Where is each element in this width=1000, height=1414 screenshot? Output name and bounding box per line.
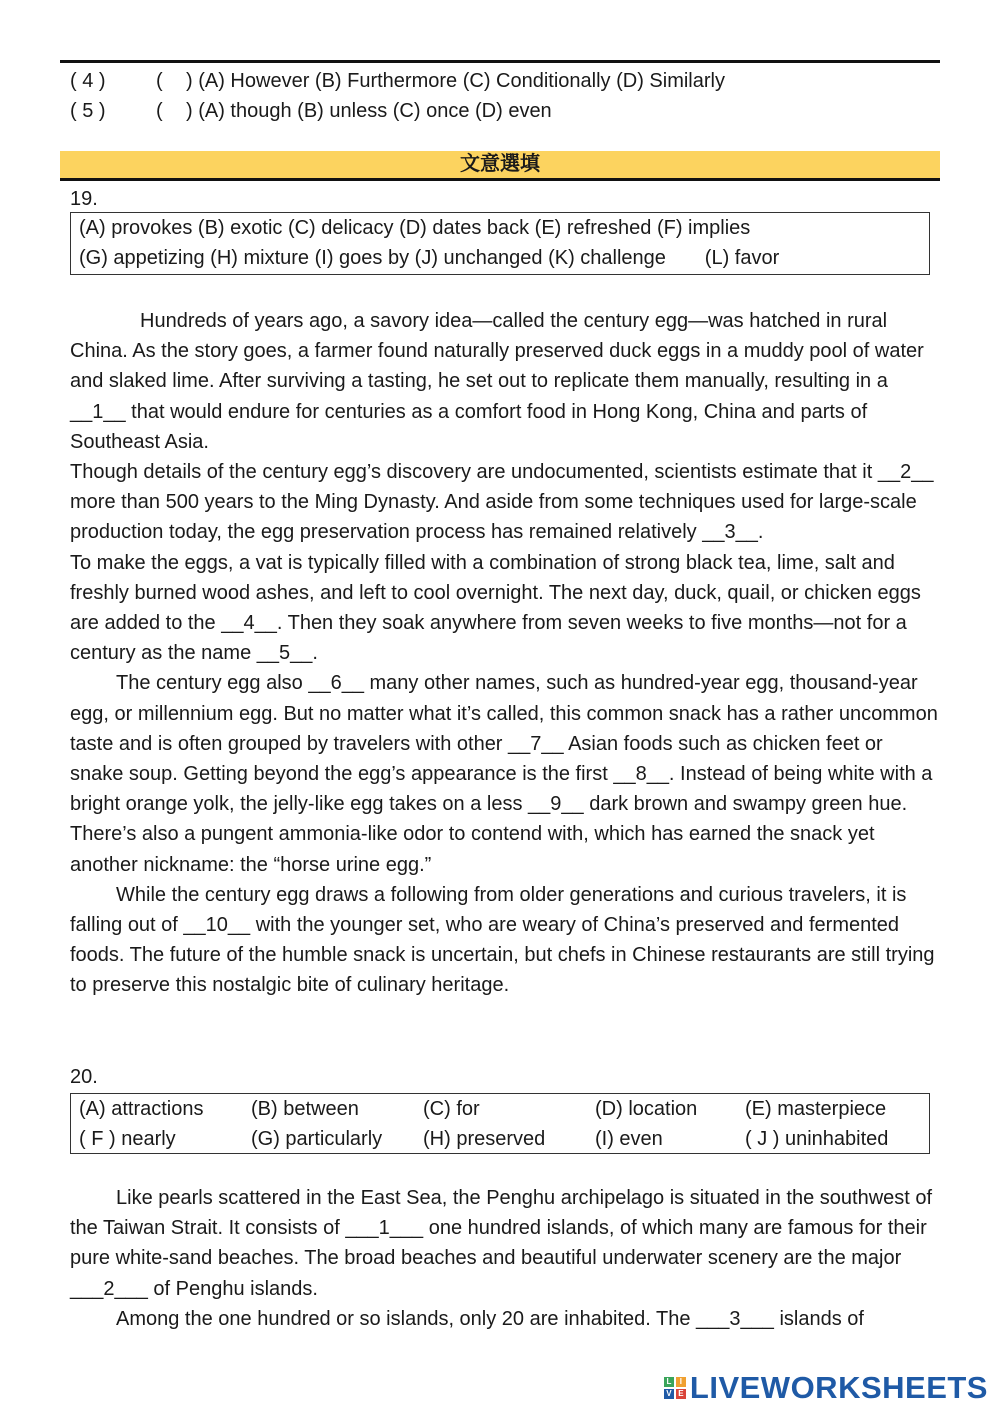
logo-letter: L — [664, 1377, 674, 1387]
word-option: (E) masterpiece — [745, 1098, 887, 1120]
paragraph: Hundreds of years ago, a savory idea—called the century egg—was hatched in rural China. As the story goes, a farmer found naturally preserved duck eggs in a muddy pool of water and slaked lime. After surviving a tasting, he set out to replicate them manually, resulting in a __1__ that would endure for centuries as a comfort food in Hong Kong, China and parts of Southeast Asia. — [70, 310, 924, 453]
word-option: (I) even — [595, 1128, 663, 1150]
paragraph: To make the eggs, a vat is typically filled with a combination of strong black tea, lime, salt and freshly burned wood ashes, and left to cool overnight. The next day, duck, quail, or chicken eggs are added to the __4__. Then they soak anywhere from seven weeks to five months—not for a century as the name __5__. — [70, 551, 921, 665]
option-row-4 — [70, 66, 725, 96]
logo-letter: V — [664, 1389, 674, 1399]
question-number-20: 20. — [70, 1066, 98, 1088]
word-bank-line: (G) appetizing (H) mixture (I) goes by (J) unchanged (K) challenge (L) favor — [79, 247, 780, 269]
logo-text: LIVEWORKSHEETS — [689, 1370, 988, 1405]
option-text: ) (A) though (B) unless (C) once (D) even — [186, 100, 552, 122]
word-option: (B) between — [251, 1098, 359, 1120]
paragraph: Though details of the century egg’s discovery are undocumented, scientists estimate that it __2__ more than 500 years to the Ming Dynasty. And aside from some techniques used for large-scale production today, the egg preservation process has remained relatively __3__. — [70, 461, 934, 544]
logo-letter: I — [676, 1377, 686, 1387]
passage-19 — [70, 306, 940, 1001]
answer-blank[interactable]: ( — [156, 70, 163, 92]
passage-20 — [70, 1183, 940, 1334]
word-bank-line: (A) provokes (B) exotic (C) delicacy (D) dates back (E) refreshed (F) implies — [79, 217, 751, 239]
word-option: (C) for — [423, 1098, 480, 1120]
word-option: (A) attractions — [79, 1098, 204, 1120]
paragraph: While the century egg draws a following from older generations and curious travelers, it is falling out of __10__ with the younger set, who are weary of China’s preserved and fermented foods. The future of the humble snack is uncertain, but chefs in Chinese restaurants are still trying to preserve this nostalgic bite of culinary heritage. — [70, 883, 935, 997]
answer-blank[interactable]: ( — [156, 100, 163, 122]
word-option: (G) particularly — [251, 1128, 383, 1150]
word-bank-20 — [70, 1093, 930, 1154]
paragraph: Among the one hundred or so islands, only 20 are inhabited. The ___3___ islands of — [116, 1307, 864, 1330]
logo-mark-icon — [664, 1377, 686, 1399]
top-rule — [60, 60, 940, 63]
word-bank-19 — [70, 212, 930, 275]
option-row-5 — [70, 96, 552, 126]
paragraph: Like pearls scattered in the East Sea, the Penghu archipelago is situated in the southwest of the Taiwan Strait. It consists of ___1___ one hundred islands, of which many are famous for their pure white-sand beaches. The broad beaches and beautiful underwater scenery are the major ___2___ of Penghu islands. — [70, 1187, 933, 1300]
liveworksheets-logo[interactable] — [664, 1368, 988, 1408]
paragraph: The century egg also __6__ many other names, such as hundred-year egg, thousand-year egg, or millennium egg. But no matter what it’s called, this common snack has a rather uncommon taste and is often grouped by travelers with other __7__ Asian foods such as chicken feet or snake soup. Getting beyond the egg’s appearance is the first __8__. Instead of being white with a bright orange yolk, the jelly-like egg takes on a less __9__ dark brown and swampy green hue. There’s also a pungent ammonia-like odor to contend with, which has earned the snack yet another nickname: the “horse urine egg.” — [70, 672, 938, 876]
option-number: ( 5 ) — [70, 100, 106, 122]
option-number: ( 4 ) — [70, 70, 106, 92]
section-title: 文意選填 — [60, 151, 940, 181]
option-text: ) (A) However (B) Furthermore (C) Conditionally (D) Similarly — [186, 70, 725, 92]
logo-letter: E — [676, 1389, 686, 1399]
word-option: (H) preserved — [423, 1128, 546, 1150]
word-option: (D) location — [595, 1098, 698, 1120]
word-option: ( F ) nearly — [79, 1128, 176, 1150]
word-bank-row — [71, 1124, 929, 1154]
question-number-19: 19. — [70, 188, 98, 210]
word-bank-row — [71, 1094, 929, 1124]
word-option: ( J ) uninhabited — [745, 1128, 889, 1150]
